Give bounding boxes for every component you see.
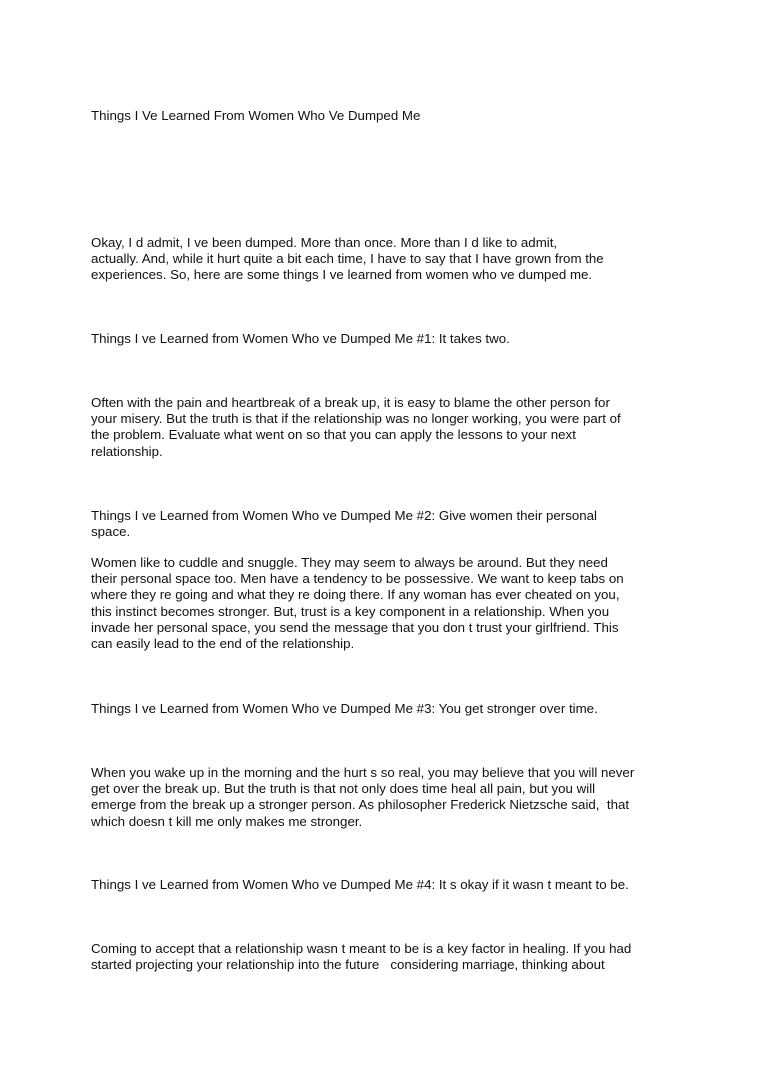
paragraph-lesson-1: Often with the pain and heartbreak of a break up, it is easy to blame the other person for your misery. But the truth is that if the relationship was no longer working, you were part of the problem. Evaluate what went on so that you can apply the lessons to your next relationship.	[91, 395, 621, 459]
paragraph-lesson-2: Women like to cuddle and snuggle. They may seem to always be around. But they need their personal space too. Men have a tendency to be possessive. We want to keep tabs on where they re going and what they re doing there. If any woman has ever cheated on you, this instinct becomes stronger. But, trust is a key component in a relationship. When you invade her personal space, you send the message that you don t trust your girlfriend. This can easily lead to the end of the relationship.	[91, 555, 624, 652]
paragraph-lesson-4: Coming to accept that a relationship wasn t meant to be is a key factor in healing. If you had started projecting your relationship into the future considering marriage, thinking about	[91, 941, 632, 973]
heading-lesson-1: Things I ve Learned from Women Who ve Dumped Me #1: It takes two.	[91, 331, 510, 346]
heading-lesson-3: Things I ve Learned from Women Who ve Dumped Me #3: You get stronger over time.	[91, 701, 598, 716]
heading-lesson-2: Things I ve Learned from Women Who ve Dumped Me #2: Give women their personal space.	[91, 508, 598, 540]
paragraph-intro: Okay, I d admit, I ve been dumped. More than once. More than I d like to admit, actually. And, while it hurt quite a bit each time, I have to say that I have grown from the experiences. So, here are some things I ve learned from women who ve dumped me.	[91, 235, 604, 283]
heading-lesson-4: Things I ve Learned from Women Who ve Dumped Me #4: It s okay if it wasn t meant to be.	[91, 877, 629, 892]
paragraph-lesson-3: When you wake up in the morning and the hurt s so real, you may believe that you will never get over the break up. But the truth is that not only does time heal all pain, but you will emerge from the break up a stronger person. As philosopher Frederick Nietzsche said, that which doesn t kill me only makes me stronger.	[91, 765, 635, 829]
document-title: Things I Ve Learned From Women Who Ve Dumped Me	[91, 108, 421, 123]
